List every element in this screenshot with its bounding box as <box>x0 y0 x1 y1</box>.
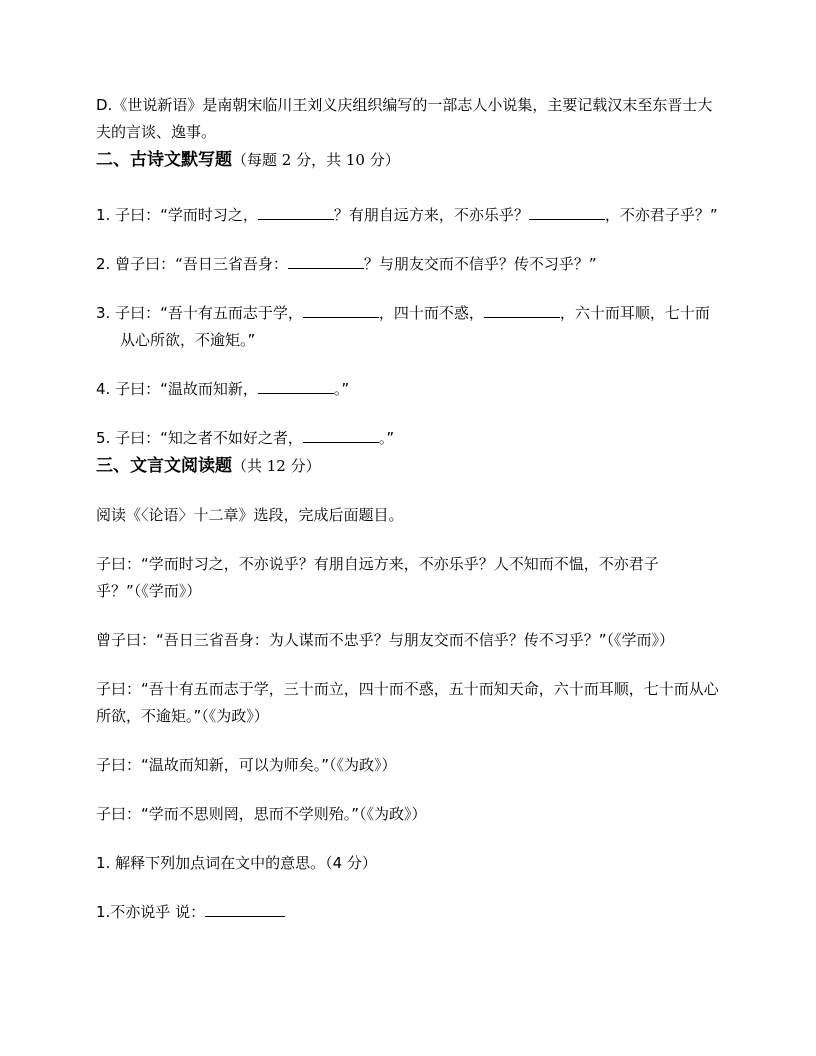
q2-text-b: ？与朋友交而不信乎？传不习乎？” <box>363 255 597 273</box>
passage-1: 子曰：“学而时习之，不亦说乎？有朋自远方来，不亦乐乎？人不知而不愠，不亦君子乎？”（《学而》） <box>96 555 659 600</box>
reading-subquestion-1 <box>96 899 720 926</box>
q3-text-a: 3. 子曰：“吾十有五而志于学， <box>96 304 303 322</box>
q1-blank-2[interactable] <box>529 205 605 220</box>
reading-intro: 阅读《〈论语〉十二章》选段，完成后面题目。 <box>96 506 404 524</box>
section-3-heading <box>96 452 720 480</box>
passage-2: 曾子曰：“吾日三省吾身：为人谋而不忠乎？与朋友交而不信乎？传不习乎？”（《学而》） <box>96 631 675 649</box>
recitation-question-5 <box>96 425 720 452</box>
section-3-title: 三、文言文阅读题 <box>96 456 232 476</box>
q1-text-c: ，不亦君子乎？” <box>604 206 718 224</box>
section-2-score-note: （每题 2 分，共 10 分） <box>232 151 400 169</box>
option-d-text: D.《世说新语》是南朝宋临川王刘义庆组织编写的一部志人小说集，主要记载汉末至东晋士大夫的言谈、逸事。 <box>96 96 713 141</box>
section-2-title: 二、古诗文默写题 <box>96 150 232 170</box>
recitation-question-1 <box>96 202 720 229</box>
q3-text-b: ，四十而不惑， <box>378 304 484 322</box>
q5-blank-1[interactable] <box>303 428 379 443</box>
q2-blank-1[interactable] <box>288 254 364 269</box>
sub1-blank[interactable] <box>205 902 285 917</box>
reading-question-1: 1. 解释下列加点词在文中的意思。（4 分） <box>96 854 377 872</box>
recitation-question-2 <box>96 251 720 278</box>
q4-text-a: 4. 子曰：“温故而知新， <box>96 380 258 398</box>
q3-blank-2[interactable] <box>484 303 560 318</box>
q1-text-a: 1. 子曰：“学而时习之， <box>96 206 258 224</box>
recitation-question-3 <box>96 300 720 354</box>
q5-text-b: 。” <box>378 429 395 447</box>
q2-text-a: 2. 曾子曰：“吾日三省吾身： <box>96 255 288 273</box>
q5-text-a: 5. 子曰：“知之者不如好之者， <box>96 429 303 447</box>
passage-5: 子曰：“学而不思则罔，思而不学则殆。”（《为政》） <box>96 805 427 823</box>
q4-text-b: 。” <box>333 380 350 398</box>
q3-blank-1[interactable] <box>303 303 379 318</box>
passage-4: 子曰：“温故而知新，可以为师矣。”（《为政》） <box>96 756 397 774</box>
q1-text-b: ？有朋自远方来，不亦乐乎？ <box>333 206 529 224</box>
sub1-text: 1.不亦说乎 说： <box>96 903 206 921</box>
section-3-score-note: （共 12 分） <box>232 457 321 475</box>
q4-blank-1[interactable] <box>258 379 334 394</box>
q1-blank-1[interactable] <box>258 205 334 220</box>
q3-text-c: ，六十而耳顺，七十而从心所欲，不逾矩。” <box>120 304 710 349</box>
passage-3: 子曰：“吾十有五而志于学，三十而立，四十而不惑，五十而知天命，六十而耳顺，七十而从心所欲，不逾矩。”（《为政》） <box>96 680 719 725</box>
section-2-heading <box>96 146 720 174</box>
recitation-question-4 <box>96 376 720 403</box>
